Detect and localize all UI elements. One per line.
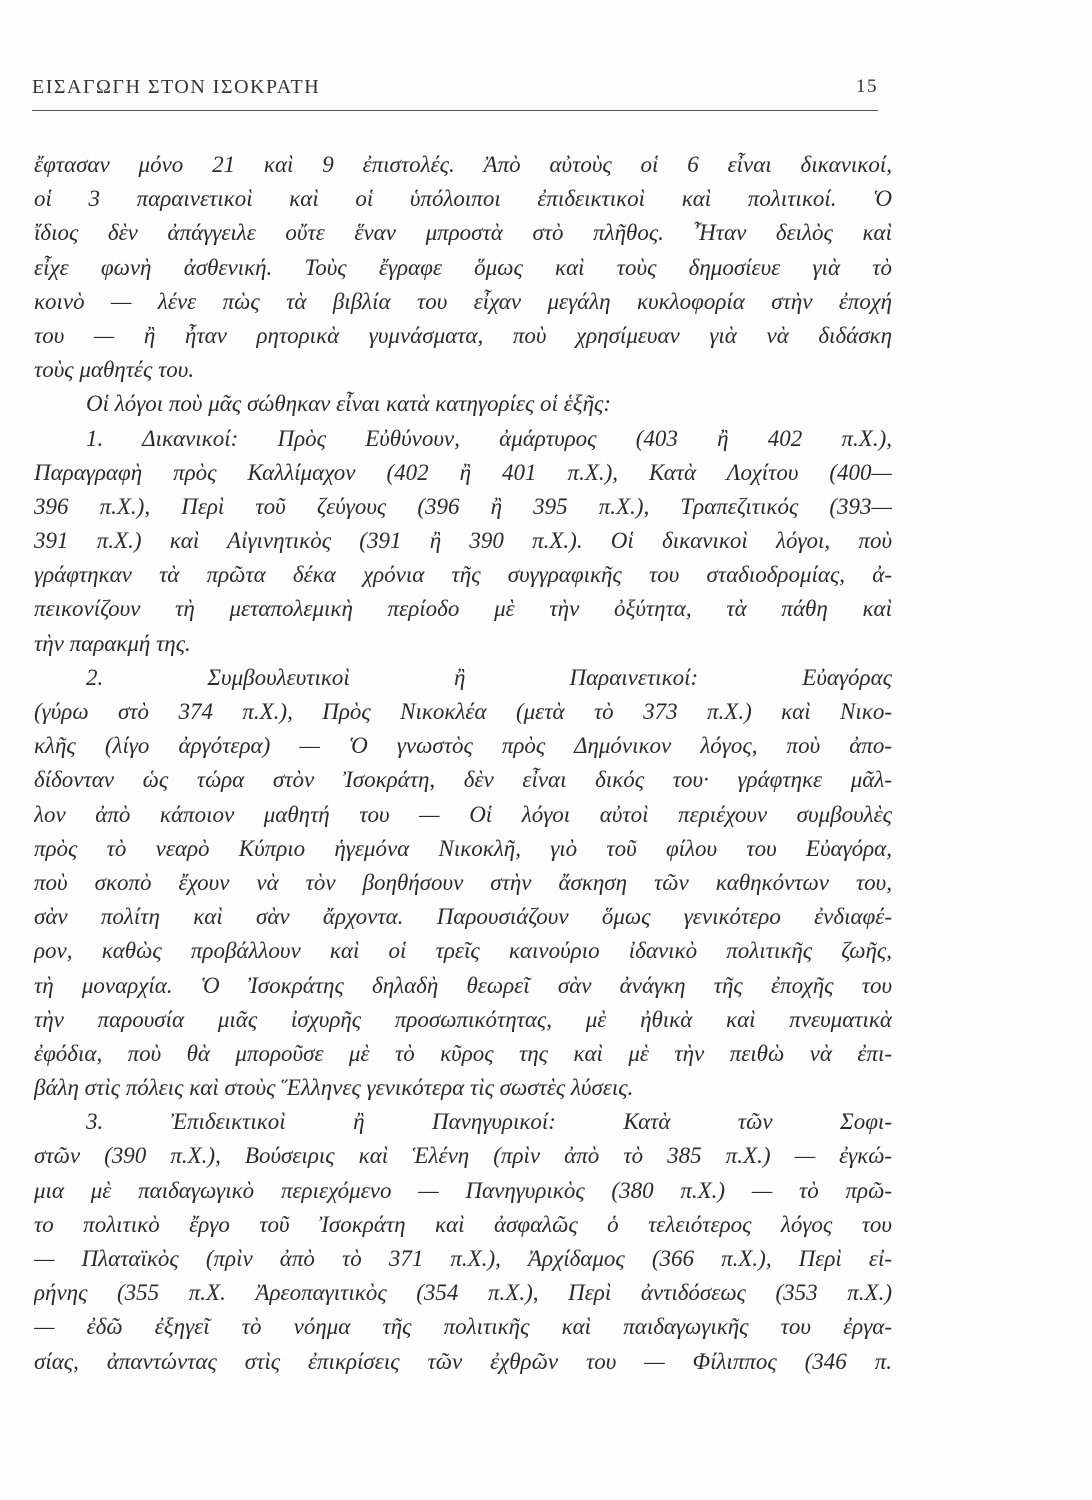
text-line: ρον, καθὼς προβάλλουν καὶ οἱ τρεῖς καινούριο ἰδανικὸ πολιτικῆς ζωῆς,	[34, 938, 892, 964]
text-line: — Πλαταϊκὸς (πρὶν ἀπὸ τὸ 371 π.Χ.), Ἀρχίδαμος (366 π.Χ.), Περὶ εἰ-	[34, 1246, 892, 1271]
text-line: εἶχε φωνὴ ἀσθενική. Τοὺς ἔγραφε ὅμως καὶ τοὺς δημοσίευε γιὰ τὸ	[34, 254, 892, 280]
text-line: γράφτηκαν τὰ πρῶτα δέκα χρόνια τῆς συγγραφικῆς του σταδιοδρομίας, ἀ-	[34, 562, 892, 588]
text-line: — ἐδῶ ἐξηγεῖ τὸ νόημα τῆς πολιτικῆς καὶ παιδαγωγικῆς του ἐργα-	[34, 1314, 892, 1340]
text-line: δίδονταν ὡς τώρα στὸν Ἰσοκράτη, δὲν εἶναι δικός του· γράφτηκε μᾶλ-	[34, 767, 892, 793]
section-heading-line: 3. Ἐπιδεικτικοὶ ἢ Πανηγυρικοί: Κατὰ τῶν Σοφι-	[86, 1109, 892, 1135]
text-line: 396 π.Χ.), Περὶ τοῦ ζεύγους (396 ἢ 395 π.Χ.), Τραπεζιτικός (393—	[34, 493, 892, 519]
text-line: πεικονίζουν τὴ μεταπολεμικὴ περίοδο μὲ τὴν ὀξύτητα, τὰ πάθη καὶ	[34, 596, 892, 622]
text-line: σίας, ἀπαντώντας στὶς ἐπικρίσεις τῶν ἐχθρῶν του — Φίλιππος (346 π.	[34, 1348, 892, 1374]
text-line: τὴν παρουσία μιᾶς ἰσχυρῆς προσωπικότητας, μὲ ἠθικὰ καὶ πνευματικὰ	[34, 1006, 892, 1032]
text-line: λον ἀπὸ κάποιον μαθητή του — Οἱ λόγοι αὐτοὶ περιέχουν συμβουλὲς	[34, 801, 892, 827]
text-line: (γύρω στὸ 374 π.Χ.), Πρὸς Νικοκλέα (μετὰ τὸ 373 π.Χ.) καὶ Νικο-	[34, 699, 892, 724]
text-line: ἐφόδια, ποὺ θὰ μποροῦσε μὲ τὸ κῦρος της καὶ μὲ τὴν πειθὼ νὰ ἐπι-	[34, 1040, 892, 1066]
text-line: μια μὲ παιδαγωγικὸ περιεχόμενο — Πανηγυρικὸς (380 π.Χ.) — τὸ πρῶ-	[34, 1177, 892, 1203]
text-line: βάλη στὶς πόλεις καὶ στοὺς Ἕλληνες γενικότερα τὶς σωστὲς λύσεις.	[34, 1075, 634, 1101]
text-line: τοὺς μαθητές του.	[34, 357, 195, 383]
text-line: σὰν πολίτη καὶ σὰν ἄρχοντα. Παρουσιάζουν ὅμως γενικότερο ἐνδιαφέ-	[34, 904, 892, 930]
text-line: οἱ 3 παραινετικοὶ καὶ οἱ ὑπόλοιποι ἐπιδεικτικοὶ καὶ πολιτικοί. Ὁ	[34, 186, 892, 212]
section-heading-line: 1. Δικανικοί: Πρὸς Εὐθύνουν, ἀμάρτυρος (403 ἢ 402 π.Χ.),	[86, 425, 892, 451]
text-line: κλῆς (λίγο ἀργότερα) — Ὁ γνωστὸς πρὸς Δημόνικον λόγος, ποὺ ἀπο-	[34, 733, 892, 759]
text-line: πρὸς τὸ νεαρὸ Κύπριο ἡγεμόνα Νικοκλῆ, γιὸ τοῦ φίλου του Εὐαγόρα,	[34, 835, 892, 861]
text-line: κοινὸ — λένε πὼς τὰ βιβλία του εἶχαν μεγάλη κυκλοφορία στὴν ἐποχή	[34, 288, 892, 314]
text-line: ἴδιος δὲν ἀπάγγειλε οὔτε ἕναν μπροστὰ στὸ πλῆθος. Ἦταν δειλὸς καὶ	[34, 220, 892, 246]
running-header	[32, 72, 878, 106]
text-line: τὴν παρακμή της.	[34, 630, 191, 656]
header-rule	[32, 110, 878, 111]
text-line: του — ἢ ἦταν ρητορικὰ γυμνάσματα, ποὺ χρησίμευαν γιὰ νὰ διδάσκη	[34, 322, 892, 348]
text-line: Παραγραφὴ πρὸς Καλλίμαχον (402 ἢ 401 π.Χ.), Κατὰ Λοχίτου (400—	[34, 459, 892, 485]
header-title: ΕΙΣΑΓΩΓΗ ΣΤΟΝ ΙΣΟΚΡΑΤΗ	[32, 76, 321, 98]
text-line: ρήνης (355 π.Χ. Ἀρεοπαγιτικὸς (354 π.Χ.), Περὶ ἀντιδόσεως (353 π.Χ.)	[34, 1280, 892, 1306]
text-line: τὴ μοναρχία. Ὁ Ἰσοκράτης δηλαδὴ θεωρεῖ σὰν ἀνάγκη τῆς ἐποχῆς του	[34, 972, 892, 998]
section-heading-line: 2. Συμβουλευτικοὶ ἢ Παραινετικοί: Εὐαγόρας	[86, 664, 892, 690]
text-line: στῶν (390 π.Χ.), Βούσειρις καὶ Ἑλένη (πρὶν ἀπὸ τὸ 385 π.Χ.) — ἐγκώ-	[34, 1143, 892, 1169]
text-line: ἔφτασαν μόνο 21 καὶ 9 ἐπιστολές. Ἀπὸ αὐτοὺς οἱ 6 εἶναι δικανικοί,	[34, 152, 892, 177]
text-line: ποὺ σκοπὸ ἔχουν νὰ τὸν βοηθήσουν στὴν ἄσκηση τῶν καθηκόντων του,	[34, 869, 892, 895]
text-line: το πολιτικὸ ἔργο τοῦ Ἰσοκράτη καὶ ἀσφαλῶς ὁ τελειότερος λόγος του	[34, 1211, 892, 1237]
text-line: 391 π.Χ.) καὶ Αἰγινητικὸς (391 ἢ 390 π.Χ.). Οἱ δικανικοὶ λόγοι, ποὺ	[34, 528, 892, 554]
text-line: Οἱ λόγοι ποὺ μᾶς σώθηκαν εἶναι κατὰ κατηγορίες οἱ ἑξῆς:	[86, 391, 612, 417]
page-number: 15	[856, 76, 878, 97]
body-text	[34, 148, 892, 1379]
